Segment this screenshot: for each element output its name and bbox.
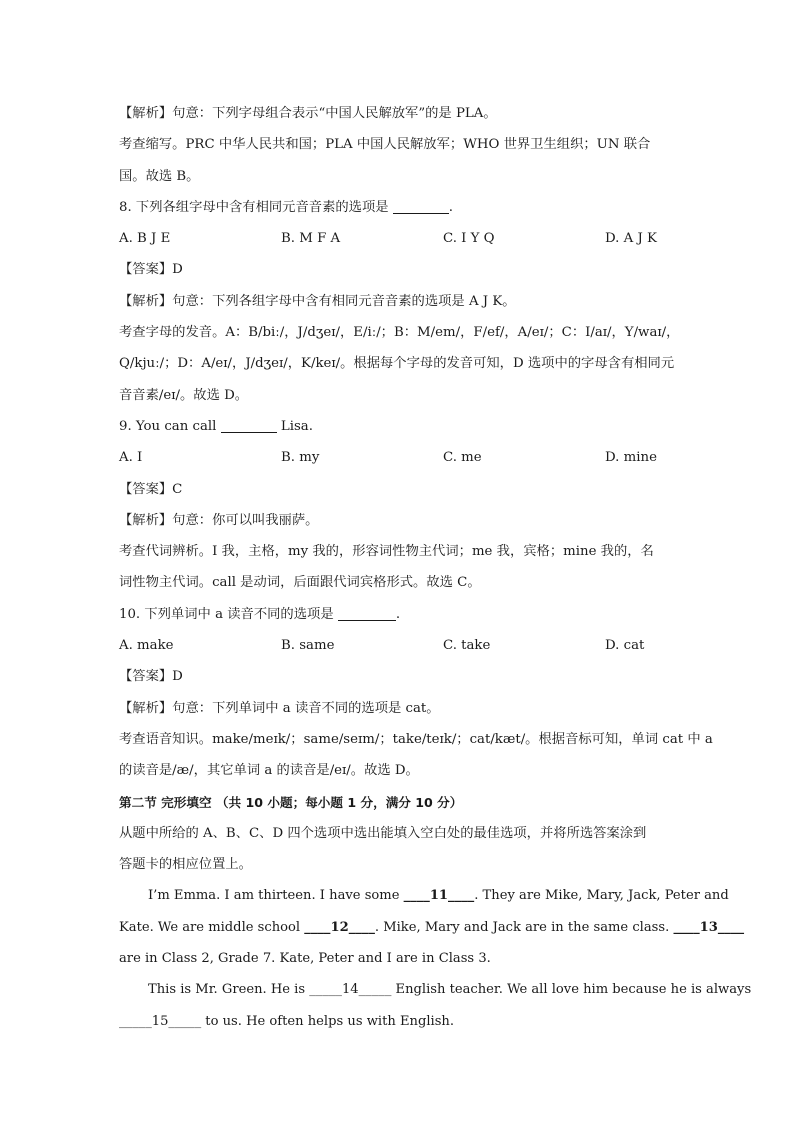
explanation-q9-line: 考查代词辨析。I 我，主格，my 我的，形容词性物主代词；me 我，宾格；mine 我的，名 [119, 544, 654, 560]
option-b: B. M F A [281, 231, 341, 247]
passage-text: English teacher. We all love him because he is always [391, 982, 752, 998]
passage-text: I’m Emma. I am thirteen. I have some [148, 888, 404, 904]
cloze-blank-13: ____13____ [673, 919, 745, 935]
instructions: 从题中所给的 A、B、C、D 四个选项中选出能填入空白处的最佳选项，并将所选答案涂到 [119, 825, 647, 841]
question-8-text: 8. 下列各组字母中含有相同元音音素的选项是 [119, 199, 389, 215]
explanation-q7-line: 考查缩写。PRC 中华人民共和国；PLA 中国人民解放军；WHO 世界卫生组织；UN 联合 [119, 137, 651, 153]
explanation-q10: 【解析】句意：下列单词中 a 读音不同的选项是 cat。 [119, 700, 440, 716]
explanation-q9: 【解析】句意：你可以叫我丽萨。 [119, 512, 319, 528]
option-a: A. I [119, 450, 143, 466]
answer-q8: 【答案】D [119, 262, 183, 278]
question-9 [119, 411, 675, 442]
option-c: C. I Y Q [443, 231, 495, 247]
passage-text: . They are Mike, Mary, Jack, Peter and [474, 888, 729, 904]
question-9-text: 9. You can call [119, 418, 217, 434]
question-8-options [119, 223, 675, 254]
passage-line [119, 880, 729, 911]
explanation-q7: 【解析】句意：下列字母组合表示“中国人民解放军”的是 PLA。 [119, 106, 497, 121]
cloze-blank-14: _____14_____ [309, 982, 392, 998]
explanation-q8-line: 考查字母的发音。A：B/biː/，J/dʒeɪ/，E/iː/；B：M/em/，F/ef/，A/eɪ/；C：I/aɪ/，Y/waɪ/， [119, 325, 680, 341]
section-title: 第二节 完形填空 （共 10 小题；每小题 1 分，满分 10 分） [119, 794, 463, 810]
explanation-q10-line: 的读音是/æ/，其它单词 a 的读音是/eɪ/。故选 D。 [119, 763, 419, 779]
cloze-blank-12: ____12____ [304, 919, 375, 935]
option-d: D. cat [605, 638, 645, 654]
explanation-q8: 【解析】句意：下列各组字母中含有相同元音音素的选项是 A J K。 [119, 293, 516, 309]
option-b: B. same [281, 638, 335, 654]
question-10-end: . [395, 606, 401, 622]
option-d: D. A J K [605, 231, 657, 247]
passage-line: are in Class 2, Grade 7. Kate, Peter and I are in Class 3. [119, 951, 491, 967]
passage-line [119, 912, 745, 943]
question-10-options [119, 630, 675, 661]
cloze-blank-15: _____15_____ [119, 1013, 202, 1029]
passage-text: . Mike, Mary and Jack are in the same class. [374, 919, 674, 935]
passage-text: This is Mr. Green. He is [148, 982, 310, 998]
passage-line [119, 1006, 675, 1037]
explanation-q8-line: Q/kjuː/；D：A/eɪ/，J/dʒeɪ/，K/keɪ/。根据每个字母的发音可知，D 选项中的字母含有相同元 [119, 356, 675, 372]
passage-text: to us. He often helps us with English. [201, 1013, 455, 1029]
explanation-q7-line: 国。故选 B。 [119, 168, 200, 184]
document-page [119, 98, 752, 1037]
answer-q9: 【答案】C [119, 481, 183, 497]
explanation-q9-line: 词性物主代词。call 是动词，后面跟代词宾格形式。故选 C。 [119, 575, 481, 591]
instructions-line: 答题卡的相应位置上。 [119, 857, 252, 873]
question-10-text: 10. 下列单词中 a 读音不同的选项是 [119, 606, 334, 622]
question-9-options [119, 442, 675, 473]
answer-blank [221, 416, 277, 433]
option-a: A. B J E [119, 231, 171, 247]
question-10 [119, 599, 675, 630]
answer-q10: 【答案】D [119, 669, 183, 685]
question-8-end: . [448, 199, 454, 215]
option-c: C. me [443, 450, 482, 466]
question-8 [119, 192, 675, 223]
question-9-text-end: Lisa. [280, 418, 313, 434]
explanation-q10-line: 考查语音知识。make/meɪk/；same/seɪm/；take/teɪk/；cat/kæt/。根据音标可知，单词 cat 中 a [119, 731, 713, 747]
answer-blank [338, 604, 396, 621]
cloze-blank-11: ____11____ [403, 888, 475, 904]
explanation-q8-line: 音音素/eɪ/。故选 D。 [119, 387, 249, 403]
option-c: C. take [443, 638, 491, 654]
answer-blank [393, 197, 449, 214]
option-d: D. mine [605, 450, 657, 466]
passage-line [119, 974, 752, 1005]
option-a: A. make [119, 638, 174, 654]
passage-text: Kate. We are middle school [119, 919, 305, 935]
option-b: B. my [281, 450, 320, 466]
